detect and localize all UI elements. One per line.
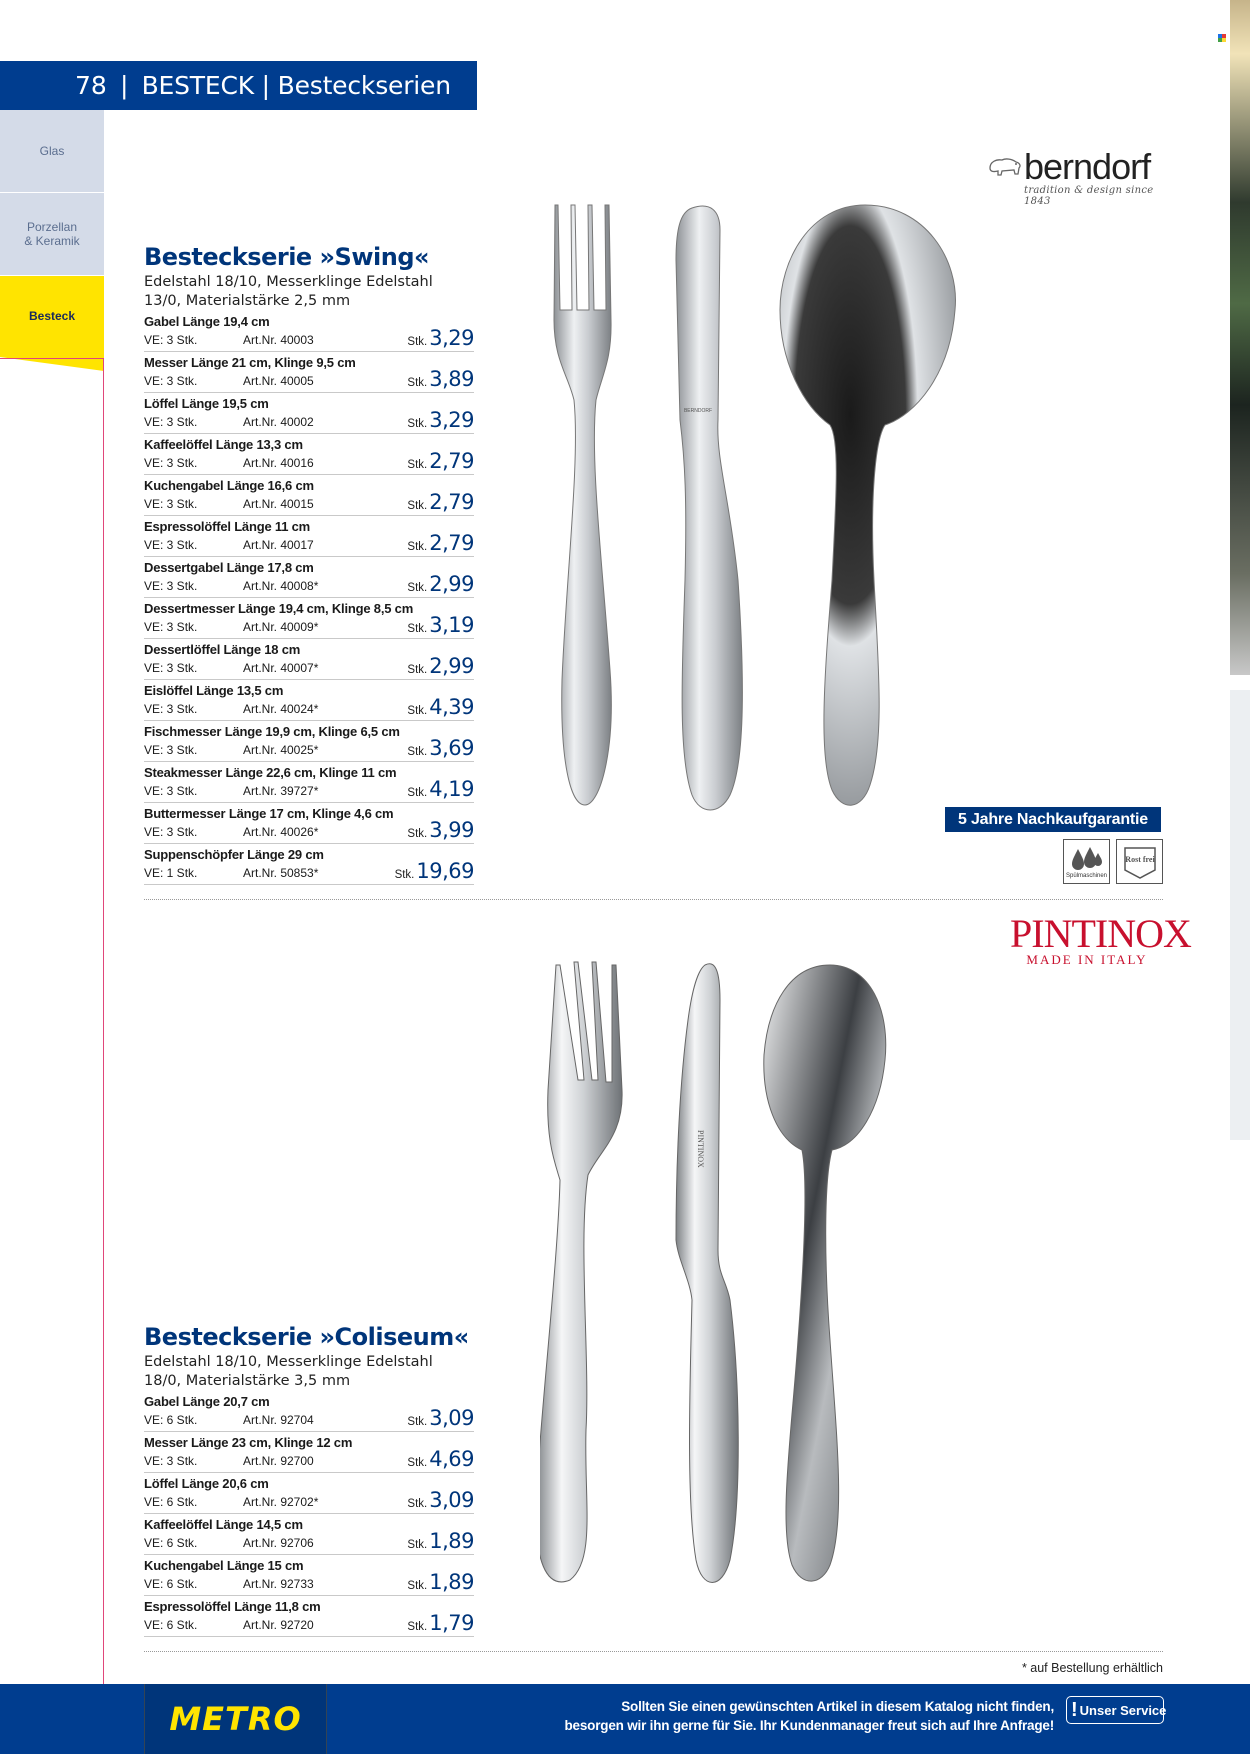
series-coliseum bbox=[144, 1323, 474, 1637]
page-title: BESTECK | Besteckserien bbox=[141, 71, 451, 100]
price-unit: Stk. bbox=[407, 1580, 428, 1592]
bear-icon bbox=[988, 156, 1022, 178]
article-number: Art.Nr. 40007* bbox=[243, 661, 319, 675]
price-value: 3,69 bbox=[429, 736, 474, 760]
price-unit: Stk. bbox=[394, 869, 415, 881]
series-description: Edelstahl 18/10, Messerklinge Edelstahl 18/0, Materialstärke 3,5 mm bbox=[144, 1354, 433, 1389]
price-value: 4,39 bbox=[429, 695, 474, 719]
side-tab-glas[interactable] bbox=[0, 110, 104, 193]
care-icons bbox=[1063, 839, 1163, 884]
price bbox=[407, 736, 474, 760]
knife-icon bbox=[676, 964, 738, 1583]
price bbox=[407, 1488, 474, 1512]
side-tab-label: Besteck bbox=[28, 309, 76, 324]
product-row bbox=[144, 434, 474, 475]
section-divider bbox=[144, 899, 1163, 900]
price bbox=[407, 490, 474, 514]
product-row bbox=[144, 721, 474, 762]
price-unit: Stk. bbox=[407, 1457, 428, 1469]
packaging-unit: VE: 3 Stk. bbox=[144, 374, 198, 388]
price-unit: Stk. bbox=[407, 459, 428, 471]
price-value: 19,69 bbox=[416, 859, 474, 883]
price bbox=[395, 859, 474, 883]
footnote: * auf Bestellung erhältlich bbox=[1021, 1661, 1163, 1675]
series-description: Edelstahl 18/10, Messerklinge Edelstahl 13/0, Materialstärke 2,5 mm bbox=[144, 274, 433, 309]
price-value: 3,09 bbox=[429, 1488, 474, 1512]
product-row bbox=[144, 598, 474, 639]
price bbox=[407, 1406, 474, 1430]
price bbox=[407, 777, 474, 801]
product-row bbox=[144, 393, 474, 434]
article-number: Art.Nr. 40015 bbox=[243, 497, 314, 511]
header-separator: | bbox=[120, 70, 128, 100]
product-row bbox=[144, 475, 474, 516]
price bbox=[407, 1611, 474, 1635]
price bbox=[407, 1529, 474, 1553]
left-margin-line bbox=[103, 358, 104, 1688]
knife-icon bbox=[676, 206, 742, 810]
price-value: 4,69 bbox=[429, 1447, 474, 1471]
footer-text-line: besorgen wir ihn gerne für Sie. Ihr Kundenmanager freut sich auf Ihre Anfrage! bbox=[564, 1718, 1054, 1733]
price-value: 3,19 bbox=[429, 613, 474, 637]
packaging-unit: VE: 3 Stk. bbox=[144, 702, 198, 716]
price bbox=[407, 449, 474, 473]
price-unit: Stk. bbox=[407, 541, 428, 553]
article-number: Art.Nr. 40016 bbox=[243, 456, 314, 470]
product-name: Dessertgabel Länge 17,8 cm bbox=[144, 560, 314, 575]
packaging-unit: VE: 3 Stk. bbox=[144, 415, 198, 429]
pintinox-logo bbox=[1010, 911, 1191, 967]
product-row bbox=[144, 352, 474, 393]
price-value: 3,29 bbox=[429, 408, 474, 432]
article-number: Art.Nr. 40002 bbox=[243, 415, 314, 429]
care-caption: Spülmaschinen bbox=[1065, 872, 1108, 879]
price-value: 2,79 bbox=[429, 531, 474, 555]
product-name: Kaffeelöffel Länge 14,5 cm bbox=[144, 1517, 303, 1532]
product-row bbox=[144, 844, 474, 885]
side-tab-besteck[interactable] bbox=[0, 276, 104, 358]
price-unit: Stk. bbox=[407, 336, 428, 348]
packaging-unit: VE: 3 Stk. bbox=[144, 825, 198, 839]
page-header bbox=[0, 61, 477, 110]
side-navigation bbox=[0, 110, 104, 358]
packaging-unit: VE: 6 Stk. bbox=[144, 1495, 198, 1509]
price bbox=[407, 572, 474, 596]
article-number: Art.Nr. 50853* bbox=[243, 866, 319, 880]
metro-logo-box[interactable] bbox=[144, 1684, 327, 1754]
series-title: Besteckserie »Coliseum« bbox=[144, 1323, 469, 1351]
price-unit: Stk. bbox=[407, 418, 428, 430]
metro-logo: METRO bbox=[169, 1700, 302, 1738]
product-row bbox=[144, 1432, 474, 1473]
price-unit: Stk. bbox=[407, 664, 428, 676]
product-name: Kuchengabel Länge 16,6 cm bbox=[144, 478, 314, 493]
product-row bbox=[144, 1596, 474, 1637]
price-unit: Stk. bbox=[407, 1539, 428, 1551]
article-number: Art.Nr. 40009* bbox=[243, 620, 319, 634]
product-row bbox=[144, 639, 474, 680]
price-value: 3,99 bbox=[429, 818, 474, 842]
packaging-unit: VE: 1 Stk. bbox=[144, 866, 198, 880]
product-row bbox=[144, 803, 474, 844]
berndorf-logo bbox=[988, 146, 1164, 207]
coliseum-cutlery-image bbox=[540, 960, 940, 1620]
product-name: Gabel Länge 20,7 cm bbox=[144, 1394, 270, 1409]
product-name: Suppenschöpfer Länge 29 cm bbox=[144, 847, 324, 862]
price-unit: Stk. bbox=[407, 705, 428, 717]
price-value: 1,89 bbox=[429, 1529, 474, 1553]
svg-text:BERNDORF: BERNDORF bbox=[683, 408, 713, 414]
price-unit: Stk. bbox=[407, 1498, 428, 1510]
product-row bbox=[144, 1555, 474, 1596]
left-divider bbox=[0, 358, 104, 359]
product-row bbox=[144, 680, 474, 721]
product-name: Kuchengabel Länge 15 cm bbox=[144, 1558, 304, 1573]
service-button[interactable] bbox=[1066, 1696, 1167, 1724]
packaging-unit: VE: 3 Stk. bbox=[144, 1454, 198, 1468]
product-name: Löffel Länge 19,5 cm bbox=[144, 396, 269, 411]
product-row bbox=[144, 1391, 474, 1432]
price bbox=[407, 367, 474, 391]
footer-text-line: Sollten Sie einen gewünschten Artikel in diesem Katalog nicht finden, bbox=[621, 1699, 1054, 1714]
rostfrei-icon bbox=[1116, 839, 1163, 884]
price-unit: Stk. bbox=[407, 582, 428, 594]
article-number: Art.Nr. 92704 bbox=[243, 1413, 314, 1427]
price-value: 2,79 bbox=[429, 490, 474, 514]
page-number: 78 bbox=[75, 71, 107, 100]
price bbox=[407, 1570, 474, 1594]
price bbox=[407, 326, 474, 350]
exclamation-icon: ! bbox=[1071, 1698, 1078, 1721]
product-list bbox=[144, 311, 474, 885]
care-caption: Rost frei bbox=[1124, 854, 1155, 864]
packaging-unit: VE: 6 Stk. bbox=[144, 1536, 198, 1550]
product-name: Dessertmesser Länge 19,4 cm, Klinge 8,5 cm bbox=[144, 601, 414, 616]
product-name: Eislöffel Länge 13,5 cm bbox=[144, 683, 284, 698]
product-name: Kaffeelöffel Länge 13,3 cm bbox=[144, 437, 303, 452]
edge-photo bbox=[1230, 0, 1250, 675]
berndorf-tagline: tradition & design since 1843 bbox=[1024, 185, 1154, 207]
price bbox=[407, 1447, 474, 1471]
product-row bbox=[144, 311, 474, 352]
spoon-icon bbox=[780, 205, 955, 805]
product-name: Steakmesser Länge 22,6 cm, Klinge 11 cm bbox=[144, 765, 397, 780]
dishwasher-icon bbox=[1063, 839, 1110, 884]
article-number: Art.Nr. 40025* bbox=[243, 743, 319, 757]
article-number: Art.Nr. 40017 bbox=[243, 538, 314, 552]
product-name: Buttermesser Länge 17 cm, Klinge 4,6 cm bbox=[144, 806, 394, 821]
price-unit: Stk. bbox=[407, 1621, 428, 1633]
article-number: Art.Nr. 92700 bbox=[243, 1454, 314, 1468]
product-name: Messer Länge 23 cm, Klinge 12 cm bbox=[144, 1435, 353, 1450]
article-number: Art.Nr. 40003 bbox=[243, 333, 314, 347]
footnote-divider bbox=[144, 1651, 1163, 1652]
price-unit: Stk. bbox=[407, 1416, 428, 1428]
packaging-unit: VE: 6 Stk. bbox=[144, 1618, 198, 1632]
product-row bbox=[144, 557, 474, 598]
packaging-unit: VE: 3 Stk. bbox=[144, 538, 198, 552]
series-swing bbox=[144, 243, 474, 885]
pintinox-tagline: MADE IN ITALY bbox=[1026, 952, 1148, 967]
product-name: Gabel Länge 19,4 cm bbox=[144, 314, 270, 329]
price-unit: Stk. bbox=[407, 623, 428, 635]
product-row bbox=[144, 762, 474, 803]
price-unit: Stk. bbox=[407, 828, 428, 840]
price bbox=[407, 818, 474, 842]
article-number: Art.Nr. 39727* bbox=[243, 784, 319, 798]
price-value: 2,99 bbox=[429, 572, 474, 596]
price-value: 2,99 bbox=[429, 654, 474, 678]
article-number: Art.Nr. 40024* bbox=[243, 702, 319, 716]
registration-mark-icon bbox=[1218, 34, 1226, 42]
product-name: Espressolöffel Länge 11 cm bbox=[144, 519, 311, 534]
product-row bbox=[144, 516, 474, 557]
footer bbox=[0, 1684, 1250, 1754]
article-number: Art.Nr. 92702* bbox=[243, 1495, 319, 1509]
pintinox-name: PINTINOX bbox=[1010, 911, 1191, 956]
packaging-unit: VE: 3 Stk. bbox=[144, 743, 198, 757]
packaging-unit: VE: 3 Stk. bbox=[144, 456, 198, 470]
price-value: 2,79 bbox=[429, 449, 474, 473]
fork-icon bbox=[540, 962, 622, 1582]
price-value: 3,09 bbox=[429, 1406, 474, 1430]
product-name: Espressolöffel Länge 11,8 cm bbox=[144, 1599, 321, 1614]
svg-text:PINTINOX: PINTINOX bbox=[696, 1130, 705, 1168]
spoon-icon bbox=[764, 965, 886, 1581]
article-number: Art.Nr. 92720 bbox=[243, 1618, 314, 1632]
side-tab-label: Porzellan & Keramik bbox=[24, 219, 80, 248]
product-row bbox=[144, 1514, 474, 1555]
price-value: 1,89 bbox=[429, 1570, 474, 1594]
fork-icon bbox=[554, 205, 611, 805]
price bbox=[407, 613, 474, 637]
price bbox=[407, 531, 474, 555]
garantie-badge: 5 Jahre Nachkaufgarantie bbox=[945, 807, 1161, 832]
product-row bbox=[144, 1473, 474, 1514]
edge-strip bbox=[1230, 690, 1250, 1140]
price bbox=[407, 408, 474, 432]
article-number: Art.Nr. 40005 bbox=[243, 374, 314, 388]
price bbox=[407, 695, 474, 719]
price-value: 3,89 bbox=[429, 367, 474, 391]
article-number: Art.Nr. 92706 bbox=[243, 1536, 314, 1550]
price-unit: Stk. bbox=[407, 500, 428, 512]
price bbox=[407, 654, 474, 678]
series-title: Besteckserie »Swing« bbox=[144, 243, 430, 271]
price-value: 3,29 bbox=[429, 326, 474, 350]
product-name: Fischmesser Länge 19,9 cm, Klinge 6,5 cm bbox=[144, 724, 400, 739]
packaging-unit: VE: 3 Stk. bbox=[144, 661, 198, 675]
article-number: Art.Nr. 40008* bbox=[243, 579, 319, 593]
article-number: Art.Nr. 40026* bbox=[243, 825, 319, 839]
packaging-unit: VE: 3 Stk. bbox=[144, 784, 198, 798]
packaging-unit: VE: 3 Stk. bbox=[144, 333, 198, 347]
side-tab-porzellan[interactable] bbox=[0, 193, 104, 276]
packaging-unit: VE: 3 Stk. bbox=[144, 620, 198, 634]
packaging-unit: VE: 3 Stk. bbox=[144, 497, 198, 511]
footer-text bbox=[565, 1697, 1054, 1735]
price-value: 4,19 bbox=[429, 777, 474, 801]
price-value: 1,79 bbox=[429, 1611, 474, 1635]
packaging-unit: VE: 6 Stk. bbox=[144, 1577, 198, 1591]
berndorf-name: berndorf bbox=[1024, 146, 1151, 187]
price-unit: Stk. bbox=[407, 746, 428, 758]
side-tab-label: Glas bbox=[39, 143, 65, 158]
product-name: Messer Länge 21 cm, Klinge 9,5 cm bbox=[144, 355, 356, 370]
article-number: Art.Nr. 92733 bbox=[243, 1577, 314, 1591]
price-unit: Stk. bbox=[407, 377, 428, 389]
product-list bbox=[144, 1391, 474, 1637]
product-name: Dessertlöffel Länge 18 cm bbox=[144, 642, 301, 657]
swing-cutlery-image bbox=[540, 200, 970, 860]
product-name: Löffel Länge 20,6 cm bbox=[144, 1476, 269, 1491]
price-unit: Stk. bbox=[407, 787, 428, 799]
service-label: Unser Service bbox=[1079, 1702, 1167, 1718]
packaging-unit: VE: 6 Stk. bbox=[144, 1413, 198, 1427]
packaging-unit: VE: 3 Stk. bbox=[144, 579, 198, 593]
